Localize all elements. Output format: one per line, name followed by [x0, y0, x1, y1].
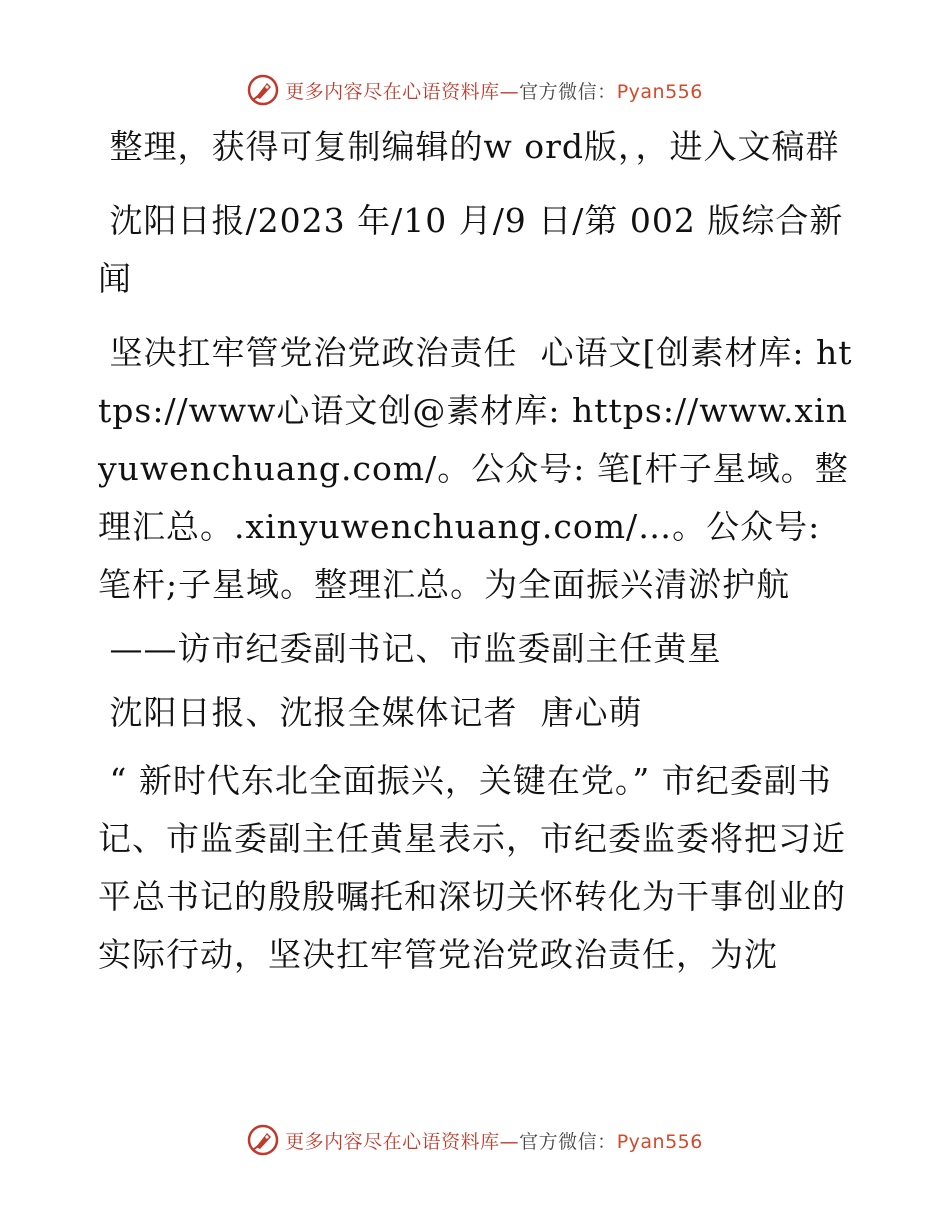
paragraph-source: 沈阳日报/2023 年/10 月/9 日/第 002 版综合新闻	[98, 201, 844, 298]
header-banner	[0, 70, 950, 110]
document-body	[98, 118, 858, 984]
paragraph-byline: 沈阳日报、沈报全媒体记者 唐心萌	[98, 693, 643, 732]
paragraph-body: “ 新时代东北全面振兴，关键在党。” 市纪委副书记、市监委副主任黄星表示，市纪委监委将把习近平总书记的殷殷嘱托和深切关怀转化为干事创业的实际行动，坚决扛牢管党治党政治责任，为沈	[98, 761, 846, 974]
banner-dash: —	[499, 80, 520, 103]
banner-wechat-label: 官方微信：	[519, 80, 617, 103]
banner-dash: —	[499, 1130, 520, 1153]
paragraph-headline: 坚决扛牢管党治党政治责任 心语文[创素材库: https://www心语文创@素材库: https://www.xinyuwenchuang.com/。公众号: 笔[杆子星域。整理汇总。.xinyuwenchuang.com/…。公众号: 笔杆;子星域。整理汇总。为全面振兴清淤护航	[98, 333, 853, 604]
pen-nib-logo-icon	[247, 1124, 279, 1156]
banner-text	[285, 77, 703, 104]
banner-brand: 更多内容尽在心语资料库	[285, 1130, 500, 1153]
pen-nib-logo-icon	[247, 74, 279, 106]
banner-brand: 更多内容尽在心语资料库	[285, 80, 500, 103]
paragraph-intro: 整理，获得可复制编辑的w ord版，，进入文稿群	[98, 127, 840, 166]
paragraph-subtitle: ——访市纪委副书记、市监委副主任黄星	[98, 629, 722, 668]
banner-wechat-label: 官方微信：	[519, 1130, 617, 1153]
banner-wechat-id: Pyan556	[616, 80, 703, 103]
banner-wechat-id: Pyan556	[616, 1130, 703, 1153]
footer-banner	[0, 1120, 950, 1160]
banner-text	[285, 1127, 703, 1154]
